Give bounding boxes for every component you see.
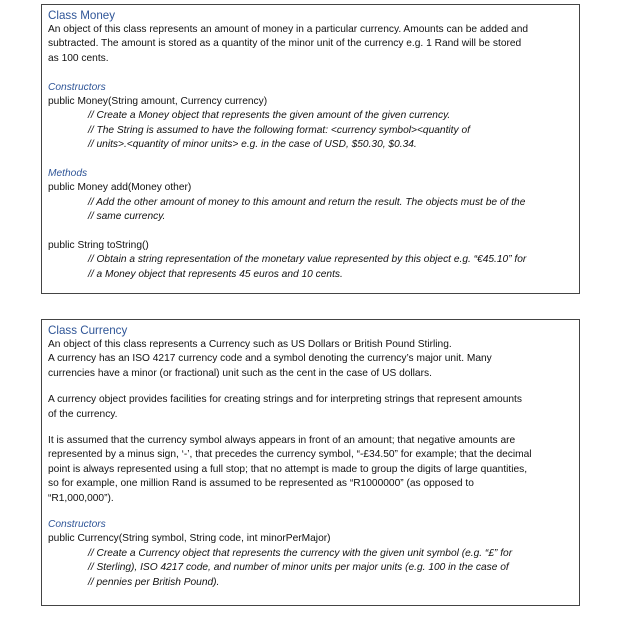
class-currency-box [41,319,580,606]
currency-para3-line: represented by a minus sign, ‘-’, that precedes the currency symbol, “-£34.50” for example; that the decimal [48,449,532,461]
currency-para1-line: currencies have a minor (or fractional) unit such as the cent in the case of US dollars. [48,367,432,379]
currency-para3-line: point is always represented using a full stop; that no attempt is made to group the digits of large quantities, [48,463,528,475]
class-money-desc-line: An object of this class represents an amount of money in a particular currency. Amounts can be added and [48,24,529,35]
currency-constructor-signature: public Currency(String symbol, String code, int minorPerMajor) [48,533,331,545]
money-constructor-comment: // units>.<quantity of minor units> e.g. in the case of USD, $50.30, $0.34. [88,139,417,151]
currency-para2-line: of the currency. [48,408,118,420]
currency-constructor-comment: // pennies per British Pound). [88,576,220,588]
class-money-title: Class Money [48,9,116,22]
money-constructor-comment: // The String is assumed to have the following format: <currency symbol><quantity of [88,124,470,136]
money-tostring-comment: // Obtain a string representation of the monetary value represented by this object e.g. “€45.10” for [88,254,527,266]
currency-para3-line: It is assumed that the currency symbol always appears in front of an amount; that negative amounts are [48,435,516,447]
currency-para2-line: A currency object provides facilities for creating strings and for interpreting strings that represent amounts [48,394,522,406]
money-add-signature: public Money add(Money other) [48,182,192,194]
currency-para3-line: “R1,000,000”). [48,492,114,504]
money-add-comment: // same currency. [88,211,166,223]
class-money-box [41,4,580,294]
currency-constructor-comment: // Sterling), ISO 4217 code, and number of minor units per major units (e.g. 100 in the case of [88,562,509,574]
money-tostring-signature: public String toString() [48,240,149,252]
class-currency-title: Class Currency [48,324,128,337]
currency-constructor-comment: // Create a Currency object that represents the currency with the given unit symbol (e.g. “£” for [88,547,513,559]
currency-constructors-heading: Constructors [48,519,106,531]
money-add-comment: // Add the other amount of money to this amount and return the result. The objects must be of the [88,196,526,208]
money-constructors-heading: Constructors [48,81,106,93]
class-money-desc-line: subtracted. The amount is stored as a quantity of the minor unit of the currency e.g. 1 Rand will be stored [48,38,522,50]
money-constructor-comment: // Create a Money object that represents the given amount of the given currency. [88,110,451,122]
money-methods-heading: Methods [48,168,88,180]
currency-para3-line: so for example, one million Rand is assumed to be represented as “R1000000” (as opposed to [48,478,474,490]
currency-para1-line: An object of this class represents a Currency such as US Dollars or British Pound Stirling. [48,339,452,350]
class-money-desc-line: as 100 cents. [48,52,109,64]
money-tostring-comment: // a Money object that represents 45 euros and 10 cents. [88,268,343,280]
currency-para1-line: A currency has an ISO 4217 currency code and a symbol denoting the currency’s major unit. Many [48,353,492,365]
money-constructor-signature: public Money(String amount, Currency currency) [48,96,268,108]
